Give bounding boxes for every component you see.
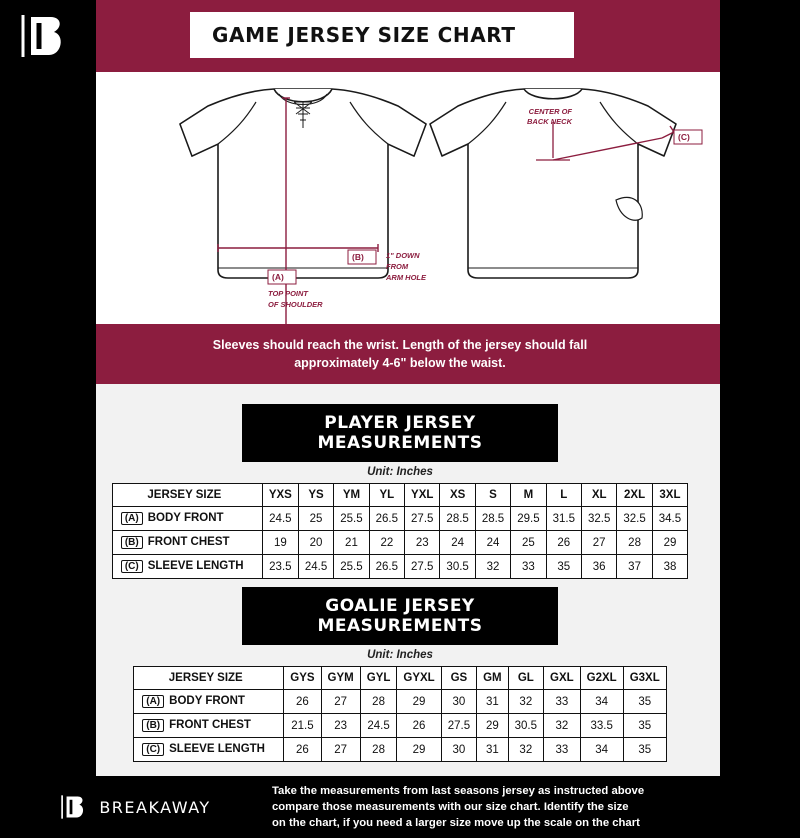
cell: 27	[321, 690, 360, 714]
player-size-header: L	[546, 484, 581, 507]
fit-note-band	[0, 324, 800, 384]
player-size-header: YM	[334, 484, 369, 507]
table-row	[134, 738, 667, 762]
front-label-a	[268, 270, 296, 284]
cell: 21	[334, 531, 369, 555]
cell: 27.5	[441, 714, 476, 738]
header-right-block	[720, 0, 800, 72]
breakaway-logo-icon	[61, 793, 91, 821]
fit-note-line-2: approximately 4-6" below the waist.	[294, 356, 506, 370]
breakaway-logo-icon	[21, 13, 75, 59]
row-tag-b: (B)	[121, 536, 143, 549]
cell: 26.5	[369, 555, 404, 579]
cell: 25	[298, 507, 333, 531]
cell: 28.5	[440, 507, 475, 531]
cell: 35	[546, 555, 581, 579]
note-right-black-bar	[720, 324, 800, 384]
row-label-text: BODY FRONT	[147, 512, 224, 524]
player-row-label	[112, 555, 262, 579]
back-label-c-text: (C)	[678, 132, 690, 142]
footer-line-1: Take the measurements from last seasons jersey as instructed above	[272, 784, 645, 797]
row-tag-c: (C)	[121, 560, 143, 573]
row-label-text: FRONT CHEST	[147, 536, 230, 548]
cell: 33	[511, 555, 546, 579]
footer-line-2: compare those measurements with our size chart. Identify the size	[272, 800, 629, 813]
back-center-desc-2: BACK NECK	[527, 117, 572, 126]
page-footer	[0, 776, 800, 838]
cell: 37	[617, 555, 652, 579]
goalie-table-heading: GOALIE JERSEY MEASUREMENTS	[242, 587, 558, 645]
cell: 28.5	[475, 507, 510, 531]
front-label-a-text: (A)	[272, 272, 284, 282]
table-row	[134, 690, 667, 714]
cell: 25	[511, 531, 546, 555]
cell: 26	[284, 690, 321, 714]
player-size-header: XL	[581, 484, 616, 507]
left-black-bar	[0, 72, 96, 324]
table-header-row	[134, 667, 667, 690]
cell: 29	[477, 714, 509, 738]
measurement-tables-section	[0, 384, 800, 776]
tables-right-black-bar	[720, 384, 800, 776]
cell: 26	[397, 714, 441, 738]
player-size-header: YL	[369, 484, 404, 507]
table-row	[112, 507, 687, 531]
footer-instructions	[272, 783, 800, 831]
page-header	[0, 0, 800, 72]
goalie-measurements-table	[133, 666, 667, 762]
front-b-desc-1: 1" DOWN	[386, 251, 420, 260]
cell: 28	[617, 531, 652, 555]
cell: 34.5	[652, 507, 687, 531]
cell: 23.5	[262, 555, 298, 579]
cell: 21.5	[284, 714, 321, 738]
goalie-size-header: GYXL	[397, 667, 441, 690]
goalie-row-label	[134, 738, 284, 762]
cell: 27	[581, 531, 616, 555]
goalie-size-header: GYS	[284, 667, 321, 690]
cell: 22	[369, 531, 404, 555]
cell: 38	[652, 555, 687, 579]
fit-note-line-1: Sleeves should reach the wrist. Length of the jersey should fall	[212, 337, 588, 352]
back-center-desc-1: CENTER OF	[528, 107, 572, 116]
row-label-text: FRONT CHEST	[169, 719, 251, 731]
player-size-header: XS	[440, 484, 475, 507]
goalie-size-header: GXL	[544, 667, 581, 690]
cell: 30.5	[508, 714, 543, 738]
back-jersey-illustration	[430, 89, 702, 278]
player-size-header: M	[511, 484, 546, 507]
front-b-desc-2: FROM	[386, 262, 409, 271]
cell: 25.5	[334, 507, 369, 531]
cell: 35	[623, 690, 666, 714]
player-size-header: S	[475, 484, 510, 507]
cell: 35	[623, 714, 666, 738]
cell: 24	[475, 531, 510, 555]
cell: 19	[262, 531, 298, 555]
cell: 30	[441, 690, 476, 714]
cell: 29	[652, 531, 687, 555]
player-table-heading: PLAYER JERSEY MEASUREMENTS	[242, 404, 558, 462]
cell: 32	[475, 555, 510, 579]
cell: 30	[441, 738, 476, 762]
cell: 26	[284, 738, 321, 762]
table-row	[112, 531, 687, 555]
goalie-size-header: GYM	[321, 667, 360, 690]
cell: 32	[544, 714, 581, 738]
player-size-header: 3XL	[652, 484, 687, 507]
fit-note-text	[213, 336, 587, 372]
cell: 33	[544, 738, 581, 762]
goalie-row-label	[134, 714, 284, 738]
goalie-size-header: G3XL	[623, 667, 666, 690]
cell: 24.5	[262, 507, 298, 531]
cell: 27.5	[405, 507, 440, 531]
cell: 23	[321, 714, 360, 738]
goalie-corner-header: JERSEY SIZE	[134, 667, 284, 690]
header-logo	[0, 0, 96, 72]
footer-brand-name: BREAKAWAY	[99, 797, 211, 817]
player-size-header: 2XL	[617, 484, 652, 507]
cell: 30.5	[440, 555, 475, 579]
cell: 24	[440, 531, 475, 555]
header-band	[96, 0, 720, 72]
page-title-text: GAME JERSEY SIZE CHART	[212, 23, 516, 47]
cell: 23	[405, 531, 440, 555]
goalie-size-header: G2XL	[580, 667, 623, 690]
table-row	[134, 714, 667, 738]
page-title	[190, 12, 574, 58]
row-tag-a: (A)	[142, 695, 164, 708]
row-tag-c: (C)	[142, 743, 164, 756]
front-label-b-text: (B)	[352, 252, 364, 262]
cell: 31	[477, 738, 509, 762]
goalie-size-header: GS	[441, 667, 476, 690]
row-label-text: SLEEVE LENGTH	[169, 743, 265, 755]
cell: 31.5	[546, 507, 581, 531]
cell: 36	[581, 555, 616, 579]
cell: 32	[508, 738, 543, 762]
front-label-b	[348, 250, 376, 264]
cell: 29	[397, 690, 441, 714]
player-size-header: YXL	[405, 484, 440, 507]
cell: 29	[397, 738, 441, 762]
front-b-desc-3: ARM HOLE	[386, 273, 426, 282]
jersey-diagram	[96, 72, 720, 324]
cell: 28	[360, 738, 397, 762]
player-measurements-table	[112, 483, 688, 579]
cell: 27	[321, 738, 360, 762]
goalie-size-header: GM	[477, 667, 509, 690]
cell: 24.5	[298, 555, 333, 579]
cell: 32	[508, 690, 543, 714]
cell: 20	[298, 531, 333, 555]
cell: 25.5	[334, 555, 369, 579]
goalie-size-header: GYL	[360, 667, 397, 690]
player-size-header: YS	[298, 484, 333, 507]
footer-line-3: on the chart, if you need a larger size move up the scale on the chart	[272, 817, 640, 830]
row-tag-a: (A)	[121, 512, 143, 525]
cell: 34	[580, 690, 623, 714]
right-black-bar	[720, 72, 800, 324]
row-label-text: BODY FRONT	[169, 695, 245, 707]
player-row-label	[112, 531, 262, 555]
cell: 29.5	[511, 507, 546, 531]
cell: 26	[546, 531, 581, 555]
jersey-illustration-section	[0, 72, 800, 324]
front-jersey-illustration	[180, 89, 427, 358]
table-row	[112, 555, 687, 579]
cell: 28	[360, 690, 397, 714]
cell: 32.5	[581, 507, 616, 531]
goalie-row-label	[134, 690, 284, 714]
cell: 34	[580, 738, 623, 762]
footer-brand	[0, 793, 272, 821]
front-a-desc-1: TOP POINT	[268, 289, 309, 298]
goalie-size-header: GL	[508, 667, 543, 690]
cell: 31	[477, 690, 509, 714]
cell: 26.5	[369, 507, 404, 531]
cell: 24.5	[360, 714, 397, 738]
back-label-c	[674, 130, 702, 144]
player-row-label	[112, 507, 262, 531]
note-left-black-bar	[0, 324, 96, 384]
player-size-header: YXS	[262, 484, 298, 507]
tables-left-black-bar	[0, 384, 96, 776]
player-corner-header: JERSEY SIZE	[112, 484, 262, 507]
player-table-unit: Unit: Inches	[367, 466, 433, 478]
cell: 33.5	[580, 714, 623, 738]
table-header-row	[112, 484, 687, 507]
cell: 35	[623, 738, 666, 762]
cell: 27.5	[405, 555, 440, 579]
goalie-table-unit: Unit: Inches	[367, 649, 433, 661]
cell: 33	[544, 690, 581, 714]
cell: 32.5	[617, 507, 652, 531]
row-label-text: SLEEVE LENGTH	[147, 560, 244, 572]
front-a-desc-2: OF SHOULDER	[268, 300, 323, 309]
row-tag-b: (B)	[142, 719, 164, 732]
